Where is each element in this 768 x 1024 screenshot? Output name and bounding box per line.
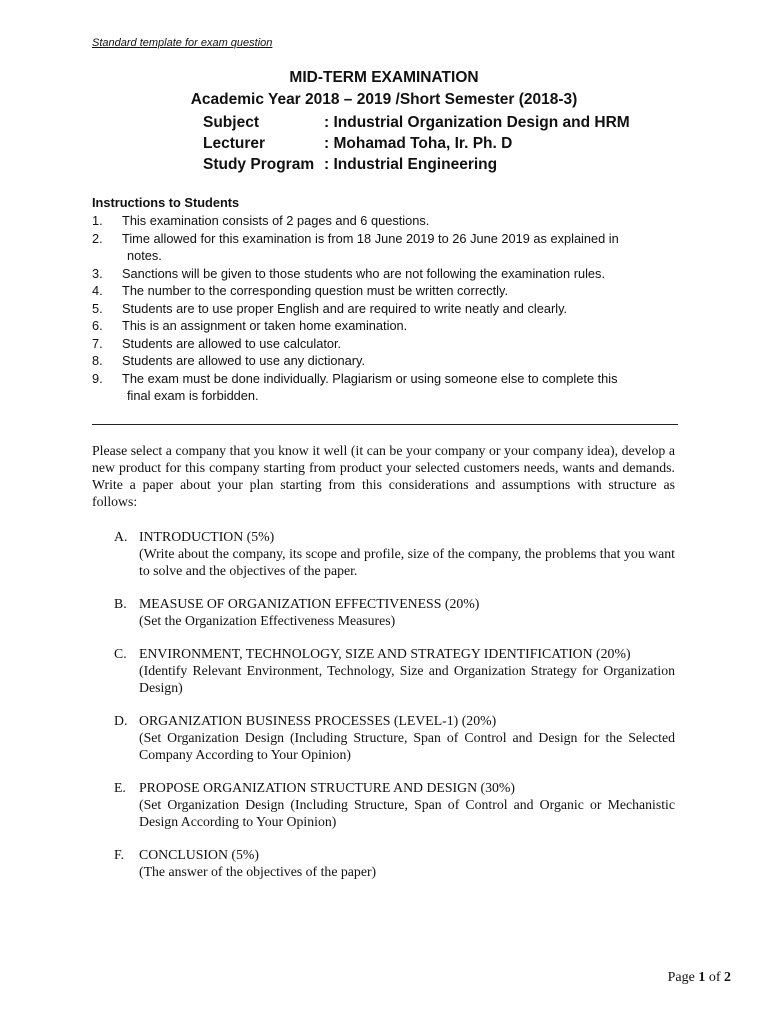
section-description: (Set Organization Design (Including Structure, Span of Control and Design for the Selected Company According to Your Opinion) (139, 730, 675, 762)
paper-structure-list (114, 528, 675, 896)
page-total: 2 (724, 970, 731, 985)
section-description: (Write about the company, its scope and profile, size of the company, the problems that you want to solve and the objectives of the paper. (139, 546, 675, 578)
structure-section-business-processes (114, 712, 675, 763)
instruction-item (92, 317, 682, 335)
instructions-list (92, 212, 682, 405)
section-title: MEASUSE OF ORGANIZATION EFFECTIVENESS (20%) (139, 596, 480, 611)
exam-title: MID-TERM EXAMINATION (289, 69, 479, 86)
of-word: of (708, 970, 721, 985)
section-title: ENVIRONMENT, TECHNOLOGY, SIZE AND STRATEGY IDENTIFICATION (20%) (139, 646, 631, 661)
instruction-item (92, 300, 682, 318)
academic-year: Academic Year 2018 – 2019 /Short Semester (2018-3) (190, 91, 578, 108)
instruction-continuation: final exam is forbidden. (127, 388, 259, 403)
instruction-text: Students are allowed to use calculator. (122, 335, 342, 351)
section-letter: D. (114, 713, 128, 728)
instructions-heading: Instructions to Students (92, 195, 240, 210)
meta-row-lecturer (203, 133, 630, 154)
structure-section-structure-design (114, 779, 675, 830)
instruction-number: 4. (92, 283, 103, 298)
section-title: PROPOSE ORGANIZATION STRUCTURE AND DESIGN (30%) (139, 780, 515, 795)
structure-section-introduction (114, 528, 675, 579)
instruction-text: This is an assignment or taken home examination. (122, 318, 408, 333)
section-title: CONCLUSION (5%) (139, 847, 259, 862)
section-description: (Identify Relevant Environment, Technology, Size and Organization Strategy for Organization Design) (139, 663, 675, 695)
section-description: (The answer of the objectives of the paper) (139, 864, 377, 879)
exam-meta (203, 112, 630, 175)
structure-section-environment (114, 645, 675, 696)
section-title: INTRODUCTION (5%) (139, 529, 275, 544)
meta-value: : Mohamad Toha, Ir. Ph. D (324, 135, 513, 152)
instruction-text: Time allowed for this examination is from 18 June 2019 to 26 June 2019 as explained in (122, 230, 619, 246)
page-word: Page (667, 970, 695, 985)
section-letter: E. (114, 780, 126, 795)
instruction-number: 5. (92, 300, 103, 316)
instruction-number: 2. (92, 230, 103, 246)
structure-section-conclusion (114, 846, 675, 880)
meta-row-subject (203, 112, 630, 133)
meta-label: Subject (203, 114, 259, 131)
instruction-item (92, 265, 682, 283)
instruction-number: 8. (92, 353, 103, 368)
instruction-text: The exam must be done individually. Plagiarism or using someone else to complete this (122, 370, 618, 386)
instruction-item (92, 352, 682, 370)
section-letter: A. (114, 529, 128, 544)
instruction-text: Sanctions will be given to those students who are not following the examination rules. (122, 265, 606, 281)
instruction-item (92, 282, 682, 300)
instruction-text: This examination consists of 2 pages and 6 questions. (122, 213, 430, 228)
meta-row-study-program (203, 154, 630, 175)
instruction-text: The number to the corresponding question must be written correctly. (122, 283, 508, 298)
assignment-intro-paragraph: Please select a company that you know it well (it can be your company or your company idea), develop a new product for this company starting from product your selected customers needs, wants and demands. Write a paper about your plan starting from this considerations and assumptions with structure as follows: (92, 443, 675, 509)
instruction-item (92, 370, 682, 405)
section-letter: F. (114, 847, 125, 862)
instruction-number: 3. (92, 265, 103, 281)
structure-section-effectiveness (114, 595, 675, 629)
instruction-item (92, 230, 682, 265)
meta-label: Lecturer (203, 135, 266, 152)
instructions-block (92, 193, 682, 405)
meta-value: : Industrial Engineering (324, 156, 498, 173)
instruction-text: Students are to use proper English and are required to write neatly and clearly. (122, 300, 568, 316)
instruction-number: 7. (92, 335, 103, 351)
instruction-text: Students are allowed to use any dictionary. (122, 353, 366, 368)
template-note: Standard template for exam question (92, 37, 273, 49)
instruction-number: 6. (92, 318, 103, 333)
meta-label: Study Program (203, 156, 315, 173)
meta-value: : Industrial Organization Design and HRM (324, 114, 630, 131)
instruction-item (92, 212, 682, 230)
page-number-footer (668, 970, 731, 986)
section-letter: B. (114, 596, 127, 611)
instruction-number: 9. (92, 370, 103, 386)
instruction-item (92, 335, 682, 353)
section-letter: C. (114, 646, 127, 661)
horizontal-divider (92, 424, 678, 425)
section-description: (Set Organization Design (Including Structure, Span of Control and Organic or Mechanistic Design According to Your Opinion) (139, 797, 675, 829)
instruction-number: 1. (92, 213, 103, 228)
section-description: (Set the Organization Effectiveness Measures) (139, 613, 396, 628)
page-current: 1 (698, 970, 706, 985)
instruction-continuation: notes. (127, 248, 162, 263)
section-title: ORGANIZATION BUSINESS PROCESSES (LEVEL-1) (20%) (139, 713, 497, 728)
